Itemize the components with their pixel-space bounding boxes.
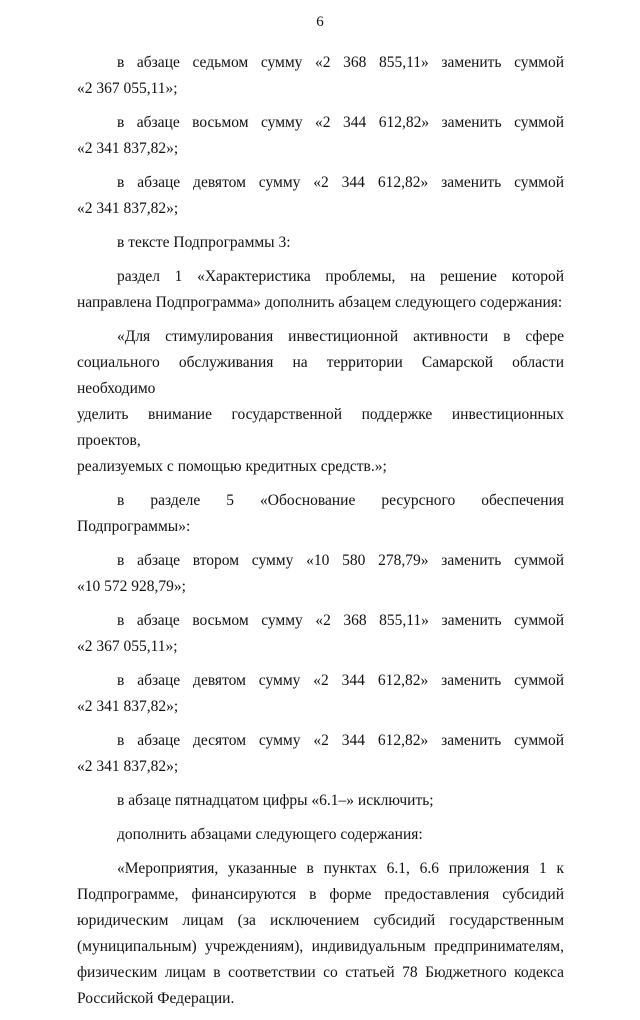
paragraph-line: направлена Подпрограмма» дополнить абзацем следующего содержания:	[77, 294, 563, 311]
paragraph-line: «2 341 837,82»;	[77, 698, 179, 715]
paragraph	[77, 548, 564, 600]
paragraph-line: в абзаце втором сумму «10 580 278,79» заменить суммой	[117, 552, 564, 569]
paragraph	[77, 110, 564, 162]
paragraph-line: «2 341 837,82»;	[77, 140, 179, 157]
paragraph-line: раздел 1 «Характеристика проблемы, на решение которой	[117, 268, 564, 285]
paragraph-line: реализуемых с помощью кредитных средств.»;	[77, 458, 387, 475]
paragraph-line: юридическим лицам (за исключением субсидий государственным	[77, 912, 564, 929]
paragraph-line: «2 367 055,11»;	[77, 80, 178, 97]
document-body	[77, 50, 564, 1020]
paragraph-line: в тексте Подпрограммы 3:	[117, 234, 291, 251]
paragraph	[77, 608, 564, 660]
paragraph-line: в абзаце девятом сумму «2 344 612,82» заменить суммой	[117, 174, 564, 191]
paragraph	[77, 50, 564, 102]
paragraph	[77, 324, 564, 480]
paragraph	[77, 488, 564, 540]
paragraph	[77, 170, 564, 222]
paragraph-line: в абзаце восьмом сумму «2 344 612,82» заменить суммой	[117, 114, 564, 131]
paragraph-line: «2 341 837,82»;	[77, 200, 179, 217]
paragraph	[77, 822, 564, 848]
paragraph	[77, 230, 564, 256]
paragraph	[77, 728, 564, 780]
paragraph-line: «Мероприятия, указанные в пунктах 6.1, 6.6 приложения 1 к	[117, 860, 564, 877]
paragraph-line: дополнить абзацами следующего содержания:	[117, 826, 423, 843]
paragraph-line: «2 367 055,11»;	[77, 638, 178, 655]
paragraph-line: в абзаце пятнадцатом цифры «6.1–» исключить;	[117, 792, 434, 809]
paragraph-line: «Для стимулирования инвестиционной активности в сфере	[117, 328, 564, 345]
paragraph-line: физическим лицам в соответствии со статьей 78 Бюджетного кодекса	[77, 964, 564, 981]
paragraph-line: «2 341 837,82»;	[77, 758, 179, 775]
paragraph-line: уделить внимание государственной поддержке инвестиционных проектов,	[77, 406, 564, 449]
paragraph-line: в абзаце седьмом сумму «2 368 855,11» заменить суммой	[117, 54, 564, 71]
paragraph	[77, 668, 564, 720]
paragraph	[77, 264, 564, 316]
paragraph-line: в абзаце десятом сумму «2 344 612,82» заменить суммой	[117, 732, 564, 749]
paragraph-line: Российской Федерации.	[77, 990, 235, 1007]
paragraph-line: социального обслуживания на территории Самарской области необходимо	[77, 354, 564, 397]
paragraph-line: в абзаце восьмом сумму «2 368 855,11» заменить суммой	[117, 612, 564, 629]
paragraph	[77, 856, 564, 1012]
page-number: 6	[316, 14, 324, 30]
paragraph-line: в абзаце девятом сумму «2 344 612,82» заменить суммой	[117, 672, 564, 689]
paragraph	[77, 788, 564, 814]
paragraph-line: в разделе 5 «Обоснование ресурсного обеспечения Подпрограммы»:	[77, 492, 564, 535]
paragraph-line: «10 572 928,79»;	[77, 578, 186, 595]
paragraph-line: (муниципальным) учреждениям), индивидуальным предпринимателям,	[77, 938, 564, 955]
paragraph-line: Подпрограмме, финансируются в форме предоставления субсидий	[77, 886, 564, 903]
